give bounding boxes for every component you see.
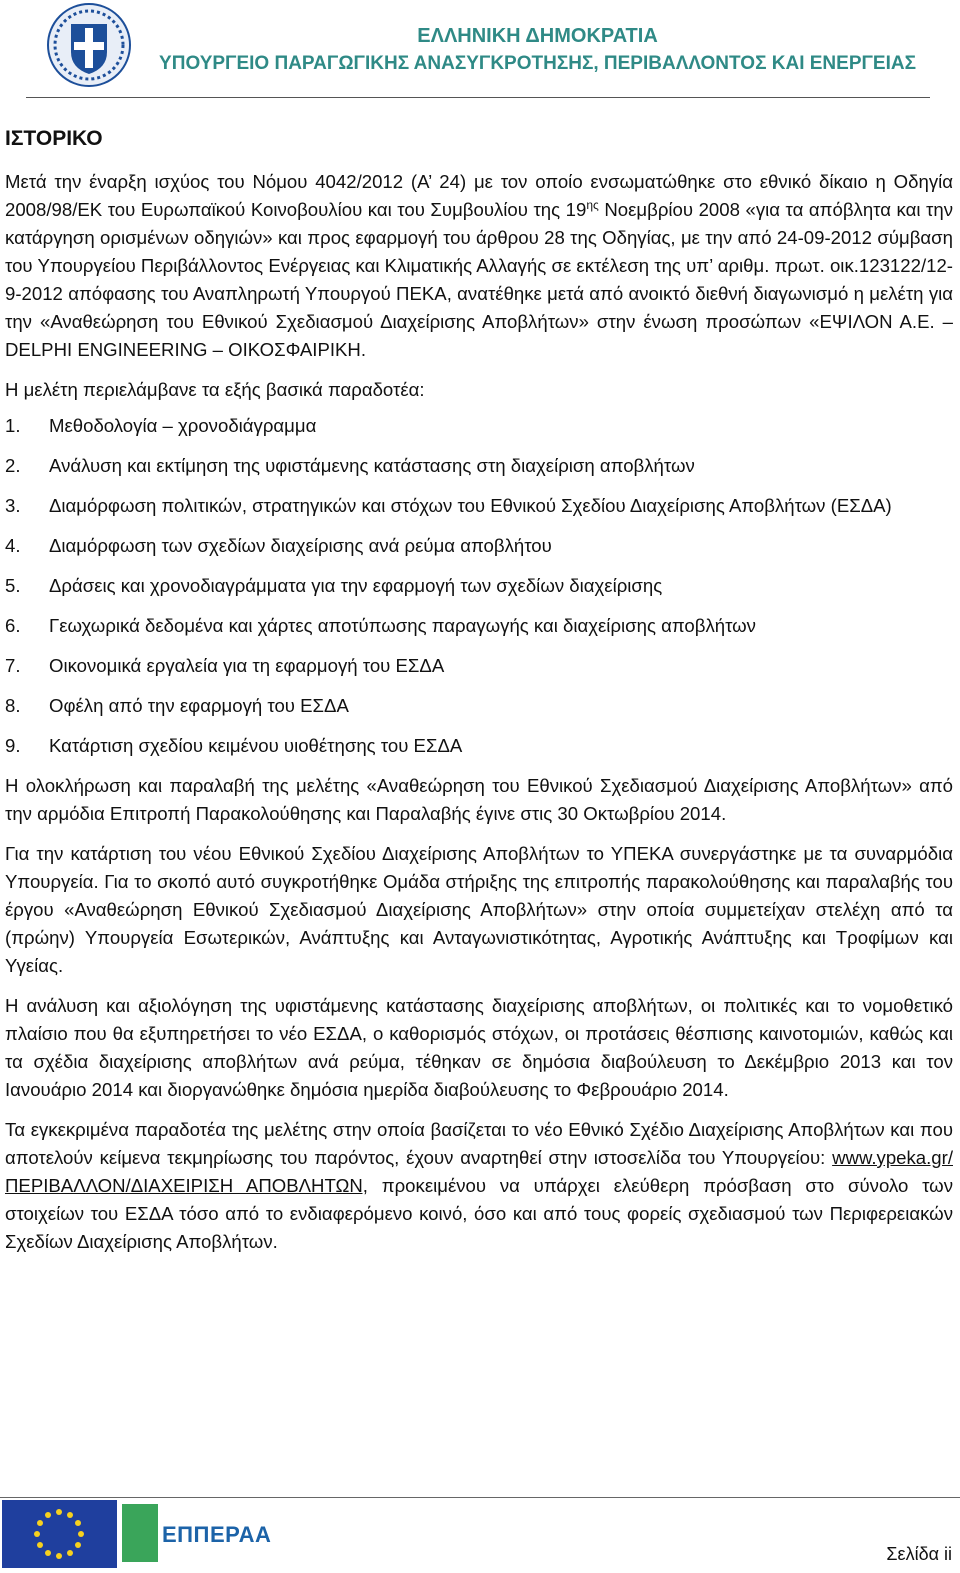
eppera-logo — [122, 1500, 272, 1568]
paragraph-publication-text-a: Τα εγκεκριμένα παραδοτέα της μελέτης στην οποία βασίζεται το νέο Εθνικό Σχέδιο Διαχείρισης Αποβλήτων και που αποτελούν κείμενα τεκμηρίωσης του παρόντος, έχουν αναρτηθεί στην ιστοσελίδα του Υπουργείου: — [5, 1119, 953, 1168]
paragraph-cooperation: Για την κατάρτιση του νέου Εθνικού Σχεδίου Διαχείρισης Αποβλήτων το ΥΠΕΚΑ συνεργάστηκε με τα συναρμόδια Υπουργεία. Για το σκοπό αυτό συγκροτήθηκε Ομάδα στήριξης της επιτροπής παρακολούθησης και παραλαβής του έργου «Αναθεώρηση Εθνικού Σχεδιασμού Διαχείρισης Αποβλήτων» στην οποία συμμετείχαν στελέχη από τα (πρώην) Υπουργεία Εσωτερικών, Ανάπτυξης και Ανταγωνιστικότητας, Αγροτικής Ανάπτυξης και Τροφίμων και Υγείας. — [5, 843, 953, 976]
paragraph-publication-text-b: προκειμένου να υπάρχει ελεύθερη πρόσβαση στο σύνολο των στοιχείων του ΕΣΔΑ τόσο από το ενδιαφερόμενο κοινό, όσο και από τους φορείς σχεδιασμού των Περιφερειακών Σχεδίων Διαχείρισης Αποβλήτων. — [5, 1175, 953, 1252]
page-number: Σελίδα ii — [886, 1544, 952, 1564]
paragraph-deliverables-publication — [5, 1116, 953, 1256]
list-item-number: 9. — [5, 735, 21, 756]
ordinal-suffix: ης — [586, 197, 599, 212]
list-item-text: Γεωχωρικά δεδομένα και χάρτες αποτύπωσης παραγωγής και διαχείρισης αποβλήτων — [49, 615, 756, 636]
paragraph-history-text-a: Μετά την έναρξη ισχύος του Νόμου 4042/2012 (Α’ 24) με τον οποίο ενσωματώθηκε στο εθνικό δίκαιο η Οδηγία 2008/98/ΕΚ του Ευρωπαϊκού Κοινοβουλίου και του Συμβουλίου της 19 — [5, 171, 953, 220]
list-item-text: Οικονομικά εργαλεία για τη εφαρμογή του ΕΣΔΑ — [49, 655, 445, 676]
list-item — [5, 572, 953, 600]
eppera-logo-text: ΕΠΠΕΡΑΑ — [162, 1522, 272, 1547]
list-item-text: Μεθοδολογία – χρονοδιάγραμμα — [49, 415, 317, 436]
paragraph-completion: Η ολοκλήρωση και παραλαβή της μελέτης «Αναθεώρηση του Εθνικού Σχεδιασμού Διαχείρισης Αποβλήτων» από την αρμόδια Επιτροπή Παρακολούθησης και Παραλαβής έγινε στις 30 Οκτωβρίου 2014. — [5, 775, 953, 824]
page-header — [0, 0, 960, 100]
list-item-number: 1. — [5, 415, 21, 436]
list-item — [5, 492, 953, 520]
list-item — [5, 692, 953, 720]
list-item-number: 3. — [5, 495, 21, 516]
list-item-text: Δράσεις και χρονοδιαγράμματα για την εφαρμογή των σχεδίων διαχείρισης — [49, 575, 663, 596]
greek-emblem-icon — [46, 2, 132, 88]
list-item-number: 8. — [5, 695, 21, 716]
list-item — [5, 652, 953, 680]
list-item-number: 2. — [5, 455, 21, 476]
footer-divider — [0, 1497, 960, 1498]
paragraph-consultation: Η ανάλυση και αξιολόγηση της υφιστάμενης κατάστασης διαχείρισης αποβλήτων, οι πολιτικές και το νομοθετικό πλαίσιο που θα εξυπηρετήσει το νέο ΕΣΔΑ, ο καθορισμός στόχων, οι προτάσεις θέσπισης καινοτομιών, καθώς και τα σχέδια διαχείρισης αποβλήτων ανά ρεύμα, τέθηκαν σε δημόσια διαβούλευση το Δεκέμβριο 2013 και τον Ιανουάριο 2014 και διοργανώθηκε δημόσια ημερίδα διαβούλευσης το Φεβρουάριο 2014. — [5, 995, 953, 1100]
list-item — [5, 452, 953, 480]
list-item-text: Ανάλυση και εκτίμηση της υφιστάμενης κατάστασης στη διαχείριση αποβλήτων — [49, 455, 695, 476]
list-item-text: Διαμόρφωση των σχεδίων διαχείρισης ανά ρεύμα αποβλήτου — [49, 535, 552, 556]
eppera-logo-mark — [122, 1504, 158, 1562]
header-divider — [26, 97, 930, 98]
country-name: ΕΛΛΗΝΙΚΗ ΔΗΜΟΚΡΑΤΙΑ — [417, 25, 658, 47]
ministry-name: ΥΠΟΥΡΓΕΙΟ ΠΑΡΑΓΩΓΙΚΗΣ ΑΝΑΣΥΓΚΡΟΤΗΣΗΣ, ΠΕΡΙΒΑΛΛΟΝΤΟΣ ΚΑΙ ΕΝΕΡΓΕΙΑΣ — [159, 53, 916, 74]
list-item — [5, 412, 953, 440]
paragraph-history-text-b: Νοεμβρίου 2008 «για τα απόβλητα και την κατάργηση ορισμένων οδηγιών» και προς εφαρμογή του άρθρου 28 της Οδηγίας, με την από 24-09-2012 σύμβαση του Υπουργείου Περιβάλλοντος Ενέργειας και Κλιματικής Αλλαγής σε εκτέλεση της υπ’ αριθμ. πρωτ. οικ.123122/12-9-2012 απόφασης του Αναπληρωτή Υπουργού ΠΕΚΑ, ανατέθηκε μετά από ανοικτό διεθνή διαγωνισμό η μελέτη για την «Αναθεώρηση του Εθνικού Σχεδιασμού Διαχείρισης Αποβλήτων» στην ένωση προσώπων «ΕΨΙΛΟΝ Α.Ε. – DELPHI ENGINEERING – ΟΙΚΟΣΦΑΙΡΙΚΗ. — [5, 199, 954, 360]
ministry-title — [159, 22, 916, 78]
list-item — [5, 612, 953, 640]
list-item — [5, 532, 953, 560]
list-item-number: 5. — [5, 575, 21, 596]
eu-flag-icon — [2, 1500, 117, 1568]
section-heading: ΙΣΤΟΡΙΚΟ — [5, 127, 103, 150]
document-body — [5, 124, 953, 1268]
list-item-text: Κατάρτιση σχεδίου κειμένου υιοθέτησης του ΕΣΔΑ — [49, 735, 463, 756]
list-item-number: 4. — [5, 535, 21, 556]
list-item-text: Διαμόρφωση πολιτικών, στρατηγικών και στόχων του Εθνικού Σχεδίου Διαχείρισης Αποβλήτων (ΕΣΔΑ) — [49, 495, 892, 516]
deliverables-list — [5, 412, 953, 760]
list-item-number: 7. — [5, 655, 21, 676]
list-item-number: 6. — [5, 615, 21, 636]
paragraph-history — [5, 168, 953, 364]
ypeka-website-link[interactable]: www.ypeka.gr/ΠΕΡΙΒΑΛΛΟΝ/ΔΙΑΧΕΙΡΙΣΗ ΑΠΟΒΛΗΤΩΝ, — [5, 1147, 953, 1196]
list-item — [5, 732, 953, 760]
deliverables-intro: Η μελέτη περιελάμβανε τα εξής βασικά παραδοτέα: — [5, 379, 425, 400]
list-item-text: Οφέλη από την εφαρμογή του ΕΣΔΑ — [49, 695, 349, 716]
